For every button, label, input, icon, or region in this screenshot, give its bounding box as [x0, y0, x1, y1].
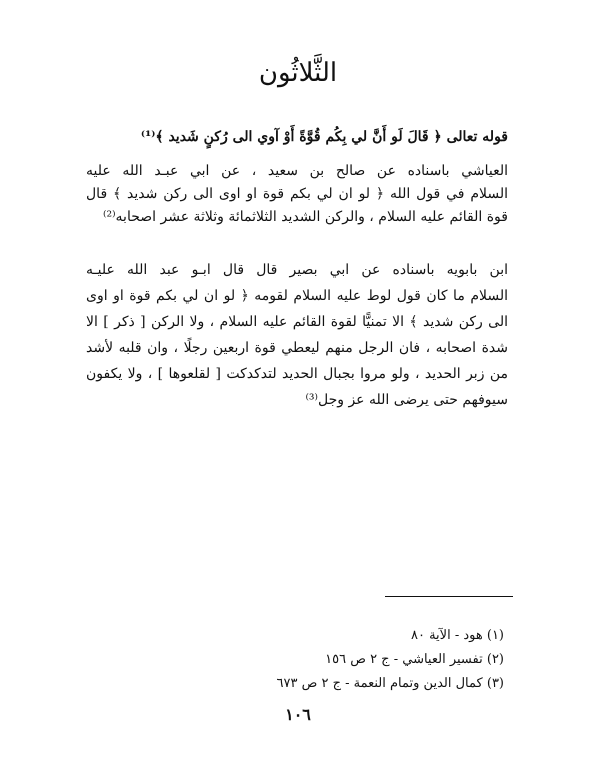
passage3-line2: السلام ما كان قول لوط عليه السلام لقومه ﴿ لو ان لي بكم قوة او اوى — [86, 288, 508, 304]
passage2-line1: العياشي باسناده عن صالح بن سعيد ، عن ابي عبـد الله عليه — [86, 163, 508, 179]
passage2-line2: السلام في قول الله ﴿ لو ان لي بكم قوة او اوى الى ركن شديد ﴾ قال — [86, 186, 508, 202]
footnote-2-number: (٢) — [486, 652, 504, 667]
footnote-3 — [277, 674, 504, 694]
passage3-line3: الى ركن شديد ﴾ الا تمنيًّا لقوة القائم عليه السلام ، ولا الركن [ ذكر ] الا — [86, 314, 508, 330]
passage3-line5: من زبر الحديد ، ولو مروا بجبال الحديد لتدكدكت [ لقلعوها ] ، ولا يكفون — [86, 366, 508, 382]
section-title: الثَّلاثُون — [258, 58, 338, 88]
passage3-line6: سيوفهم حتى يرضى الله عز وجل⁽³⁾ — [305, 392, 508, 408]
footnote-2 — [325, 650, 504, 670]
footnote-3-text: كمال الدين وتمام النعمة - ج ٢ ص ٦٧٣ — [276, 676, 483, 691]
footnote-1-number: (١) — [486, 628, 504, 643]
passage2-line3: قوة القائم عليه السلام ، والركن الشديد الثلاثمائة وثلاثة عشر اصحابه⁽²⁾ — [103, 209, 508, 225]
footnote-3-number: (٣) — [486, 676, 504, 691]
footnote-1-text: هود - الآية ٨٠ — [410, 628, 483, 643]
passage1-line1: قوله تعالى ﴿ قَالَ لَو أَنَّ لي بِكُم قُوَّةً أَوْ آوي الى رُكنٍ شَديد ﴾⁽¹⁾ — [140, 129, 508, 145]
passage3-line1: ابن بابويه باسناده عن ابي بصير قال قال ابـو عبد الله عليـه — [86, 262, 508, 278]
footnote-1 — [411, 626, 504, 646]
footnote-divider — [385, 596, 513, 597]
footnote-2-text: تفسير العياشي - ج ٢ ص ١٥٦ — [325, 652, 483, 667]
page-number: ١٠٦ — [285, 705, 311, 724]
passage3-line4: شدة اصحابه ، فان الرجل منهم ليعطي قوة اربعين رجلًا ، وان قلبه لأشد — [86, 340, 508, 356]
